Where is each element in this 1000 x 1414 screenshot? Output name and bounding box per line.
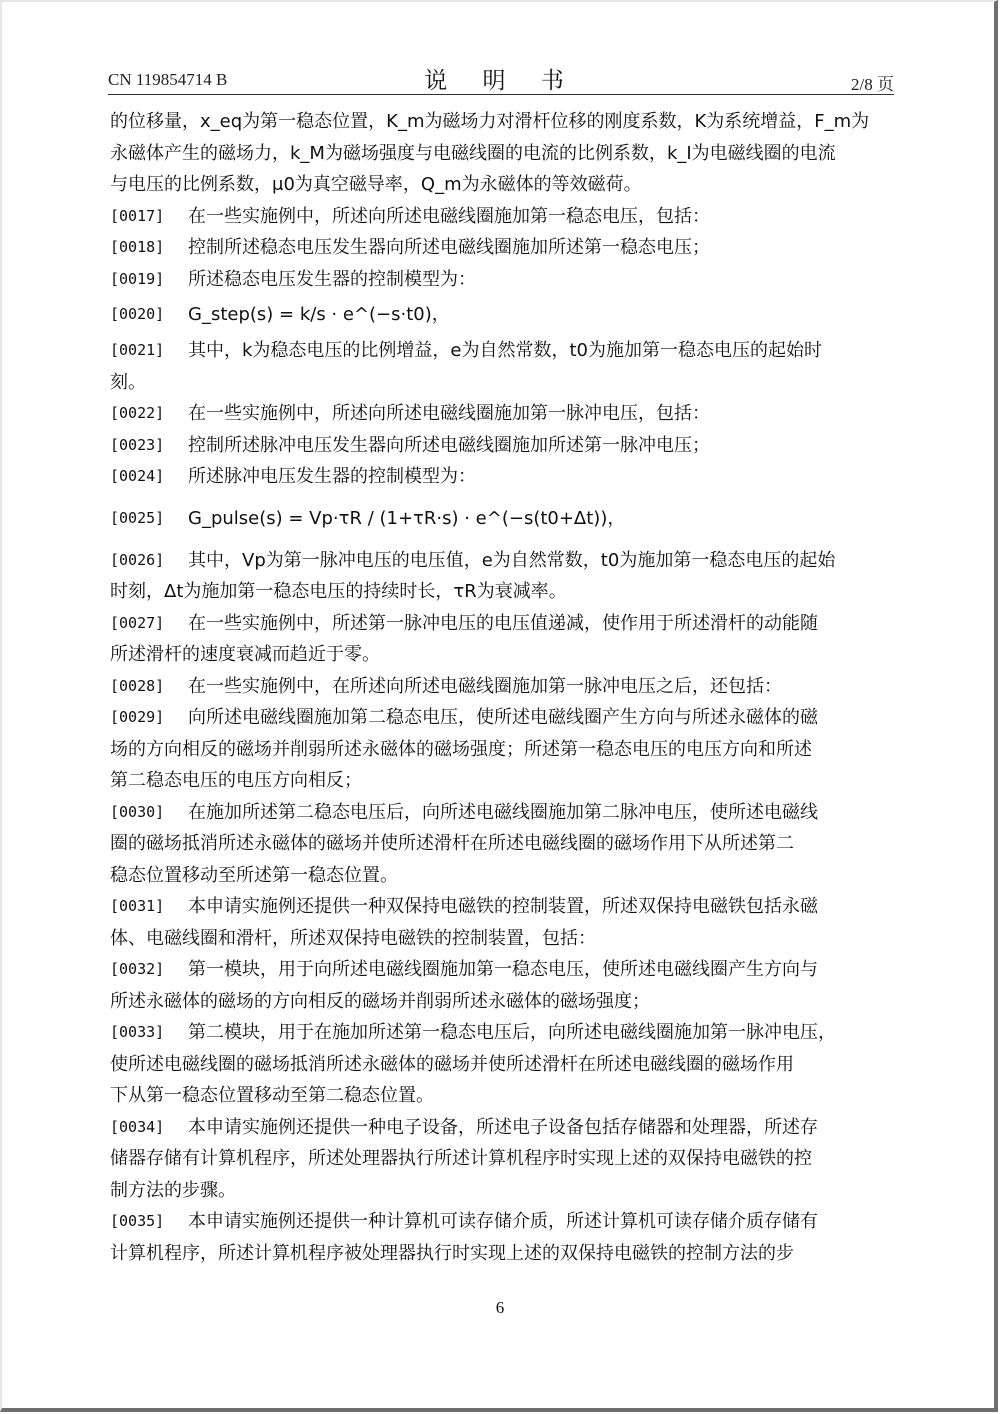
text-line: 制方法的步骤。 xyxy=(110,1179,236,1201)
paragraph-list xyxy=(110,201,890,1270)
formula: G_pulse(s) = Vp·τR / (1+τR·s) · e^(−s(t0+Δt))， xyxy=(188,507,626,529)
intro-block xyxy=(110,106,890,201)
paragraph xyxy=(110,1017,890,1112)
paragraph-number: [0035] xyxy=(110,1212,165,1230)
page-number: 6 xyxy=(495,1298,505,1317)
paragraph-number: [0032] xyxy=(110,960,165,978)
text-line: 圈的磁场抵消所述永磁体的磁场并使所述滑杆在所述电磁线圈的磁场作用下从所述第二 xyxy=(110,833,794,854)
paragraph xyxy=(110,1112,890,1207)
paragraph xyxy=(110,232,890,264)
paragraph-number: [0025] xyxy=(110,508,165,527)
text-line: 控制所述脉冲电压发生器向所述电磁线圈施加所述第一脉冲电压； xyxy=(188,434,710,456)
text-line: 体、电磁线圈和滑杆，所述双保持电磁铁的控制装置，包括： xyxy=(110,927,596,949)
paragraph-number: [0018] xyxy=(110,238,165,256)
paragraph xyxy=(110,671,890,703)
text-line: 所述脉冲电压发生器的控制模型为： xyxy=(188,466,476,487)
text-line: 第二稳态电压的电压方向相反； xyxy=(110,770,362,791)
paragraph xyxy=(110,797,890,892)
text-line: 储器存储有计算机程序，所述处理器执行所述计算机程序时实现上述的双保持电磁铁的控 xyxy=(110,1148,812,1169)
paragraph-number: [0024] xyxy=(110,467,165,485)
formula: G_step(s) = k/s · e^(−s·t0)， xyxy=(188,304,450,326)
text-line: 在一些实施例中，所述向所述电磁线圈施加第一稳态电压，包括： xyxy=(188,205,710,227)
paragraph-number: [0019] xyxy=(110,269,165,288)
text-line: 永磁体产生的磁场力，k_M为磁场强度与电磁线圈的电流的比例系数，k_I为电磁线圈的电流 xyxy=(110,142,836,164)
paragraph-number: [0027] xyxy=(110,613,165,632)
text-line: 场的方向相反的磁场并削弱所述永磁体的磁场强度；所述第一稳态电压的电压方向和所述 xyxy=(110,738,812,760)
paragraph-number: [0028] xyxy=(110,676,165,695)
paragraph-number: [0020] xyxy=(110,305,165,323)
paragraph xyxy=(110,545,890,608)
text-line: 本申请实施例还提供一种计算机可读存储介质，所述计算机可读存储介质存储有 xyxy=(188,1211,818,1232)
text-line: 稳态位置移动至所述第一稳态位置。 xyxy=(110,864,398,886)
paragraph-number: [0031] xyxy=(110,897,165,915)
paragraph xyxy=(110,702,890,797)
text-line: 本申请实施例还提供一种电子设备，所述电子设备包括存储器和处理器，所述存 xyxy=(188,1116,818,1138)
paragraph xyxy=(110,461,890,493)
text-line: 第二模块，用于在施加所述第一稳态电压后，向所述电磁线圈施加第一脉冲电压， xyxy=(188,1022,836,1043)
patent-number: CN 119854714 B xyxy=(108,70,228,89)
text-line: 第一模块，用于向所述电磁线圈施加第一稳态电压，使所述电磁线圈产生方向与 xyxy=(188,959,818,980)
text-line: 所述稳态电压发生器的控制模型为： xyxy=(188,268,476,290)
paragraph xyxy=(110,335,890,398)
text-line: 所述永磁体的磁场的方向相反的磁场并削弱所述永磁体的磁场强度； xyxy=(110,990,650,1012)
text-line: 在施加所述第二稳态电压后，向所述电磁线圈施加第二脉冲电压，使所述电磁线 xyxy=(188,801,818,823)
document-title: 说 明 书 xyxy=(424,68,578,94)
paragraph-number: [0023] xyxy=(110,435,165,454)
paragraph xyxy=(110,398,890,430)
text-line: 本申请实施例还提供一种双保持电磁铁的控制装置，所述双保持电磁铁包括永磁 xyxy=(188,896,818,917)
page-of-indicator: 2/8 页 xyxy=(851,75,894,94)
text-line: 下从第一稳态位置移动至第二稳态位置。 xyxy=(110,1085,434,1106)
text-line: 其中，Vp为第一脉冲电压的电压值，e为自然常数，t0为施加第一稳态电压的起始 xyxy=(188,549,836,571)
paragraph xyxy=(110,430,890,462)
paragraph-number: [0034] xyxy=(110,1117,165,1136)
document-body xyxy=(110,106,890,1269)
paragraph xyxy=(110,201,890,233)
paragraph xyxy=(110,608,890,671)
text-line: 所述滑杆的速度衰减而趋近于零。 xyxy=(110,644,380,665)
text-line: 与电压的比例系数，μ0为真空磁导率，Q_m为永磁体的等效磁荷。 xyxy=(110,174,642,195)
text-line: 在一些实施例中，在所述向所述电磁线圈施加第一脉冲电压之后，还包括： xyxy=(188,675,782,697)
text-line: 控制所述稳态电压发生器向所述电磁线圈施加所述第一稳态电压； xyxy=(188,237,710,258)
header-rule xyxy=(108,94,894,95)
text-line: 的位移量，x_eq为第一稳态位置，K_m为磁场力对滑杆位移的刚度系数，K为系统增益，F_m为 xyxy=(110,111,870,132)
text-line: 刻。 xyxy=(110,371,146,393)
text-line: 时刻，Δt为施加第一稳态电压的持续时长，τR为衰减率。 xyxy=(110,581,567,602)
paragraph-number: [0017] xyxy=(110,206,165,225)
text-line: 在一些实施例中，所述向所述电磁线圈施加第一脉冲电压，包括： xyxy=(188,403,710,424)
text-line: 计算机程序，所述计算机程序被处理器执行时实现上述的双保持电磁铁的控制方法的步 xyxy=(110,1242,794,1264)
paragraph-number: [0026] xyxy=(110,550,165,569)
paragraph xyxy=(110,264,890,296)
paragraph xyxy=(110,493,890,545)
text-line: 其中，k为稳态电压的比例增益，e为自然常数，t0为施加第一稳态电压的起始时 xyxy=(188,340,823,361)
paragraph xyxy=(110,891,890,954)
text-line: 在一些实施例中，所述第一脉冲电压的电压值递减，使作用于所述滑杆的动能随 xyxy=(188,612,818,634)
text-line: 向所述电磁线圈施加第二稳态电压，使所述电磁线圈产生方向与所述永磁体的磁 xyxy=(188,707,818,728)
paragraph-number: [0021] xyxy=(110,341,165,359)
paragraph xyxy=(110,1206,890,1269)
paragraph-number: [0022] xyxy=(110,404,165,422)
paragraph-number: [0029] xyxy=(110,708,165,726)
paragraph-number: [0033] xyxy=(110,1023,165,1041)
page-header xyxy=(108,62,894,96)
paragraph xyxy=(110,295,890,335)
paragraph-number: [0030] xyxy=(110,802,165,821)
text-line: 使所述电磁线圈的磁场抵消所述永磁体的磁场并使所述滑杆在所述电磁线圈的磁场作用 xyxy=(110,1053,794,1075)
paragraph xyxy=(110,954,890,1017)
